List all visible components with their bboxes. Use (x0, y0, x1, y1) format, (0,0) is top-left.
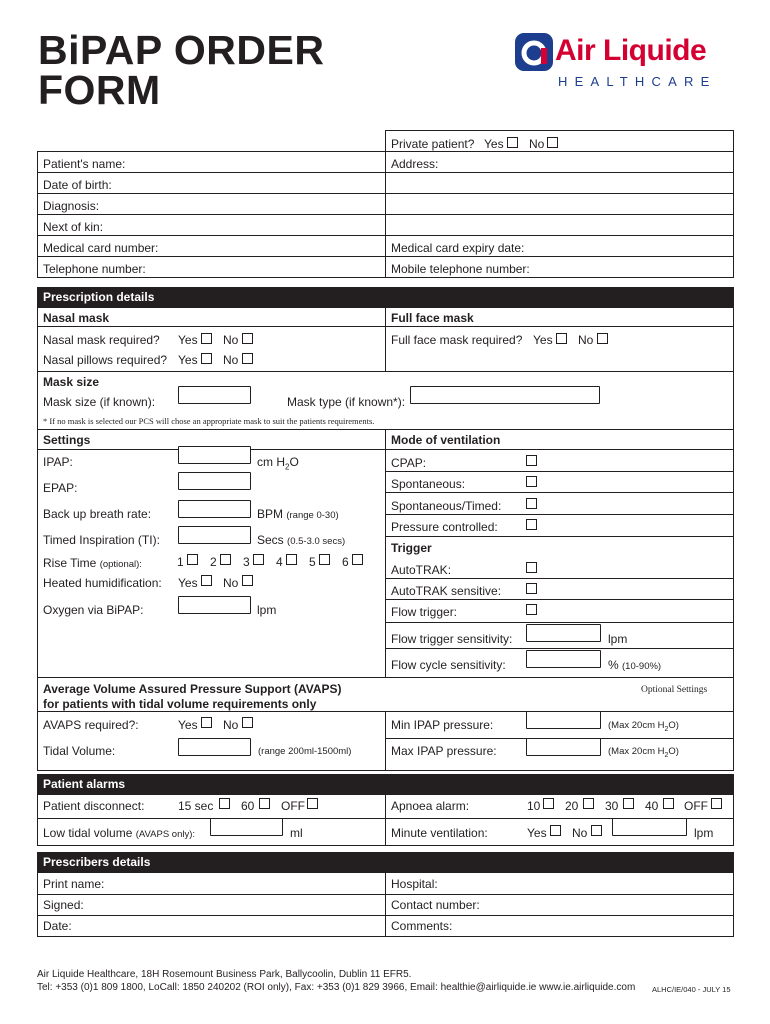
contact-number-label: Contact number: (391, 898, 480, 912)
flow-cycle-label: Flow cycle sensitivity: (391, 658, 506, 672)
autotrak-label: AutoTRAK: (391, 563, 452, 577)
avaps-heading-1: Average Volume Assured Pressure Support (AVAPS) (43, 682, 342, 696)
rise-option-1: 1 (177, 555, 184, 569)
form-title-line1: BiPAP ORDER (38, 27, 325, 73)
rise-4-checkbox[interactable] (286, 554, 297, 565)
optional-settings-label: Optional Settings (641, 685, 708, 695)
rise-option-5: 5 (309, 555, 316, 569)
spont-timed-label: Spontaneous/Timed: (391, 499, 502, 513)
trigger-heading: Trigger (391, 541, 432, 555)
rise-6-checkbox[interactable] (352, 554, 363, 565)
oxygen-label: Oxygen via BiPAP: (43, 603, 144, 617)
rise-5-checkbox[interactable] (319, 554, 330, 565)
minute-yes-checkbox[interactable] (550, 825, 561, 836)
nasal-yes-checkbox[interactable] (201, 333, 212, 344)
min-ipap-label: Min IPAP pressure: (391, 718, 494, 732)
timed-label: Timed Inspiration (TI): (43, 533, 160, 547)
disconnect-60-checkbox[interactable] (259, 798, 270, 809)
timed-unit: Secs (0.5-3.0 secs) (257, 533, 346, 547)
hospital-label: Hospital: (391, 877, 438, 891)
next-of-kin-label: Next of kin: (43, 220, 104, 234)
apnoea-40-label: 40 (645, 799, 659, 813)
ipap-unit: cm $H_2O$ (257, 455, 299, 472)
disconnect-off-label: OFF (281, 799, 305, 813)
apnoea-30-checkbox[interactable] (623, 798, 634, 809)
logo-sub: HEALTHCARE (558, 74, 717, 89)
footer-code: ALHC/IE/040 - JULY 15 (652, 985, 731, 994)
apnoea-off-checkbox[interactable] (711, 798, 722, 809)
signed-label: Signed: (43, 898, 84, 912)
rise-option-4: 4 (276, 555, 283, 569)
full-face-no-checkbox[interactable] (597, 333, 608, 344)
spontaneous-checkbox[interactable] (526, 476, 537, 487)
nasal-mask-heading: Nasal mask (43, 311, 110, 325)
medical-card-expiry-label: Medical card expiry date: (391, 241, 525, 255)
heated-no-checkbox[interactable] (242, 575, 253, 586)
minute-ventilation-label: Minute ventilation: (391, 826, 488, 840)
low-tidal-input[interactable] (210, 818, 283, 836)
apnoea-40-checkbox[interactable] (663, 798, 674, 809)
nasal-mask-required-label: Nasal mask required? (43, 333, 160, 347)
flow-trigger-sens-unit: lpm (608, 632, 628, 646)
nasal-no-label: No (223, 333, 239, 347)
rise-option-6: 6 (342, 555, 349, 569)
apnoea-20-label: 20 (565, 799, 579, 813)
medical-card-label: Medical card number: (43, 241, 159, 255)
flow-trigger-checkbox[interactable] (526, 604, 537, 615)
ipap-label: IPAP: (43, 455, 73, 469)
apnoea-off-label: OFF (684, 799, 708, 813)
autotrak-checkbox[interactable] (526, 562, 537, 573)
full-face-yes-label: Yes (533, 333, 553, 347)
patient-name-label: Patient's name: (43, 157, 126, 171)
autotrak-sensitive-checkbox[interactable] (526, 583, 537, 594)
disconnect-60-label: 60 (241, 799, 255, 813)
pillows-no-label: No (223, 353, 239, 367)
rise-option-2: 2 (210, 555, 217, 569)
disconnect-label: Patient disconnect: (43, 799, 145, 813)
pressure-checkbox[interactable] (526, 519, 537, 530)
tidal-range: (range 200ml-1500ml) (258, 746, 352, 757)
private-no-label: No (529, 137, 545, 151)
avaps-heading-2: for patients with tidal volume requirements only (43, 697, 317, 711)
comments-label: Comments: (391, 919, 453, 933)
heated-label: Heated humidification: (43, 576, 162, 590)
avaps-no-label: No (223, 718, 239, 732)
autotrak-sensitive-label: AutoTRAK sensitive: (391, 584, 502, 598)
min-ipap-input[interactable] (526, 711, 601, 729)
private-yes-checkbox[interactable] (507, 137, 518, 148)
max-ipap-label: Max IPAP pressure: (391, 744, 497, 758)
apnoea-30-label: 30 (605, 799, 619, 813)
flow-trigger-label: Flow trigger: (391, 605, 458, 619)
avaps-required-label: AVAPS required?: (43, 718, 139, 732)
prescriber-header: Prescribers details (37, 852, 734, 873)
mask-size-label: Mask size (if known): (43, 395, 156, 409)
minute-no-checkbox[interactable] (591, 825, 602, 836)
form-title-line2: FORM (38, 67, 161, 113)
flow-trigger-sens-label: Flow trigger sensitivity: (391, 632, 513, 646)
print-name-label: Print name: (43, 877, 105, 891)
nasal-pillows-label: Nasal pillows required? (43, 353, 168, 367)
rise-3-checkbox[interactable] (253, 554, 264, 565)
cpap-label: CPAP: (391, 456, 427, 470)
mask-note: * If no mask is selected our PCS will chose an appropriate mask to suit the patients requirements. (43, 416, 375, 426)
max-ipap-input[interactable] (526, 738, 601, 756)
footer-address: Air Liquide Healthcare, 18H Rosemount Business Park, Ballycoolin, Dublin 11 EFR5. (37, 969, 412, 980)
full-face-yes-checkbox[interactable] (556, 333, 567, 344)
mode-heading: Mode of ventilation (391, 433, 501, 447)
heated-no-label: No (223, 576, 239, 590)
rise-label: Rise Time (optional): (43, 556, 142, 570)
mobile-label: Mobile telephone number: (391, 262, 530, 276)
heated-yes-checkbox[interactable] (201, 575, 212, 586)
low-tidal-label: Low tidal volume (AVAPS only): (43, 826, 196, 840)
oxygen-unit: lpm (257, 603, 277, 617)
epap-label: EPAP: (43, 481, 78, 495)
rise-2-checkbox[interactable] (220, 554, 231, 565)
flow-cycle-unit: % (10-90%) (608, 658, 662, 672)
minute-no-label: No (572, 826, 588, 840)
disconnect-off-checkbox[interactable] (307, 798, 318, 809)
apnoea-10-label: 10 (527, 799, 541, 813)
minute-ventilation-unit: lpm (694, 826, 714, 840)
pillows-yes-checkbox[interactable] (201, 353, 212, 364)
timed-input[interactable] (178, 526, 251, 544)
date-label: Date: (43, 919, 72, 933)
footer-contact: Tel: +353 (0)1 809 1800, LoCall: 1850 240202 (ROI only), Fax: +353 (0)1 829 3966, Email: healthie@airliquide.ie www.ie.airliquide.com (37, 982, 636, 993)
epap-input[interactable] (178, 472, 251, 490)
pressure-label: Pressure controlled: (391, 520, 498, 534)
mask-size-heading: Mask size (43, 375, 100, 389)
spontaneous-label: Spontaneous: (391, 477, 466, 491)
oxygen-input[interactable] (178, 596, 251, 614)
avaps-yes-checkbox[interactable] (201, 717, 212, 728)
tidal-volume-input[interactable] (178, 738, 251, 756)
logo-name: Air Liquide (555, 34, 707, 67)
prescription-header: Prescription details (37, 287, 734, 308)
backup-unit: BPM (range 0-30) (257, 507, 339, 521)
nasal-no-checkbox[interactable] (242, 333, 253, 344)
private-yes-label: Yes (484, 137, 504, 151)
rise-option-3: 3 (243, 555, 250, 569)
tidal-volume-label: Tidal Volume: (43, 744, 116, 758)
backup-input[interactable] (178, 500, 251, 518)
spont-timed-checkbox[interactable] (526, 498, 537, 509)
full-face-heading: Full face mask (391, 311, 474, 325)
telephone-label: Telephone number: (43, 262, 146, 276)
pillows-yes-label: Yes (178, 353, 198, 367)
air-liquide-logo-icon (514, 32, 554, 72)
ipap-input[interactable] (178, 446, 251, 464)
full-face-no-label: No (578, 333, 594, 347)
mask-type-label: Mask type (if known*): (287, 395, 406, 409)
rise-1-checkbox[interactable] (187, 554, 198, 565)
heated-yes-label: Yes (178, 576, 198, 590)
diagnosis-label: Diagnosis: (43, 199, 100, 213)
minute-ventilation-input[interactable] (612, 818, 687, 836)
apnoea-10-checkbox[interactable] (543, 798, 554, 809)
pillows-no-checkbox[interactable] (242, 353, 253, 364)
cpap-checkbox[interactable] (526, 455, 537, 466)
disconnect-15-label: 15 sec (178, 799, 214, 813)
settings-heading: Settings (43, 433, 91, 447)
full-face-required-label: Full face mask required? (391, 333, 523, 347)
apnoea-20-checkbox[interactable] (583, 798, 594, 809)
private-patient-label: Private patient? (391, 137, 475, 151)
avaps-no-checkbox[interactable] (242, 717, 253, 728)
address-label: Address: (391, 157, 439, 171)
mask-size-input[interactable] (178, 386, 251, 404)
min-ipap-note: (Max 20cm $H_2O$) (608, 720, 679, 733)
mask-type-input[interactable] (410, 386, 600, 404)
max-ipap-note: (Max 20cm $H_2O$) (608, 746, 679, 759)
minute-yes-label: Yes (527, 826, 547, 840)
disconnect-15-checkbox[interactable] (219, 798, 230, 809)
low-tidal-unit: ml (290, 826, 303, 840)
form-title (38, 27, 325, 113)
dob-label: Date of birth: (43, 178, 112, 192)
private-no-checkbox[interactable] (547, 137, 558, 148)
alarms-header: Patient alarms (37, 774, 734, 795)
avaps-yes-label: Yes (178, 718, 198, 732)
flow-cycle-input[interactable] (526, 650, 601, 668)
flow-trigger-sens-input[interactable] (526, 624, 601, 642)
nasal-yes-label: Yes (178, 333, 198, 347)
apnoea-label: Apnoea alarm: (391, 799, 470, 813)
backup-label: Back up breath rate: (43, 507, 152, 521)
